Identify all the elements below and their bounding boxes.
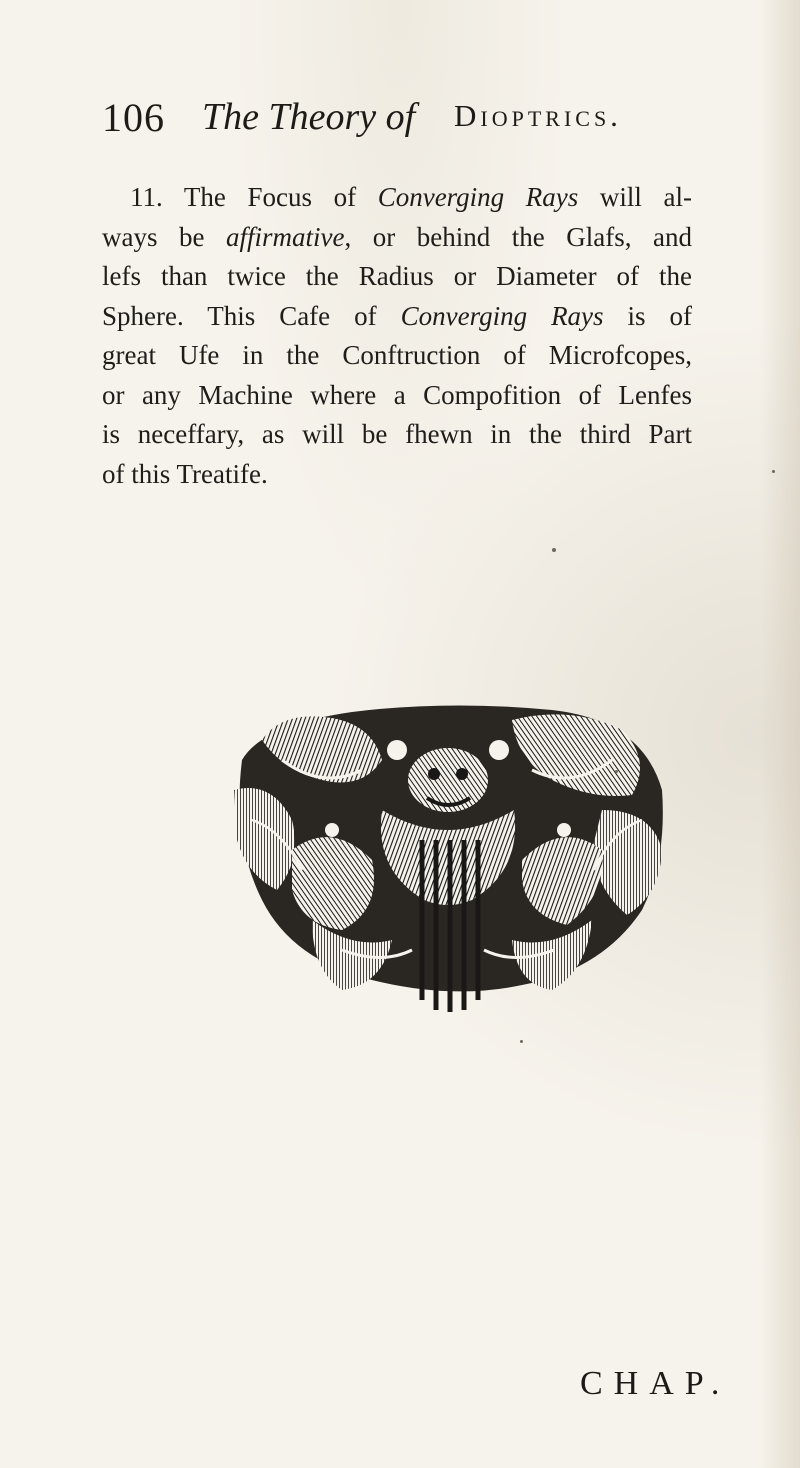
text-line-5: great Ufe in the Conftruction of Microfcopes, bbox=[102, 340, 692, 370]
page-edge-shadow bbox=[760, 0, 800, 1468]
paragraph-11 bbox=[102, 178, 692, 494]
text-line-6: or any Machine where a Compofition of Lenfes bbox=[102, 379, 692, 410]
woodcut-headpiece-foliage-icon bbox=[222, 700, 674, 1020]
text-line-8: of this Treatife. bbox=[102, 458, 268, 489]
catchword: CHAP. bbox=[580, 1365, 731, 1402]
running-title-italic: The Theory of bbox=[202, 96, 416, 138]
paper-speck bbox=[615, 770, 618, 773]
text-line-7: is neceffary, as will be fhewn in the third Part bbox=[102, 419, 692, 449]
text-line-3: lefs than twice the Radius or Diameter of the bbox=[102, 261, 692, 291]
running-head bbox=[102, 92, 662, 142]
text-line-2: ways be affirmative, or behind the Glafs, and bbox=[102, 221, 692, 252]
running-title-caps: Dioptrics. bbox=[454, 98, 622, 133]
text-line-4: Sphere. This Cafe of Converging Rays is of bbox=[102, 300, 693, 331]
text-line-1: 11. The Focus of Converging Rays will al- bbox=[130, 182, 693, 212]
page-number: 106 bbox=[102, 95, 165, 140]
paper-speck bbox=[520, 1040, 523, 1043]
paper-speck bbox=[772, 470, 775, 473]
paper-speck bbox=[552, 548, 556, 552]
